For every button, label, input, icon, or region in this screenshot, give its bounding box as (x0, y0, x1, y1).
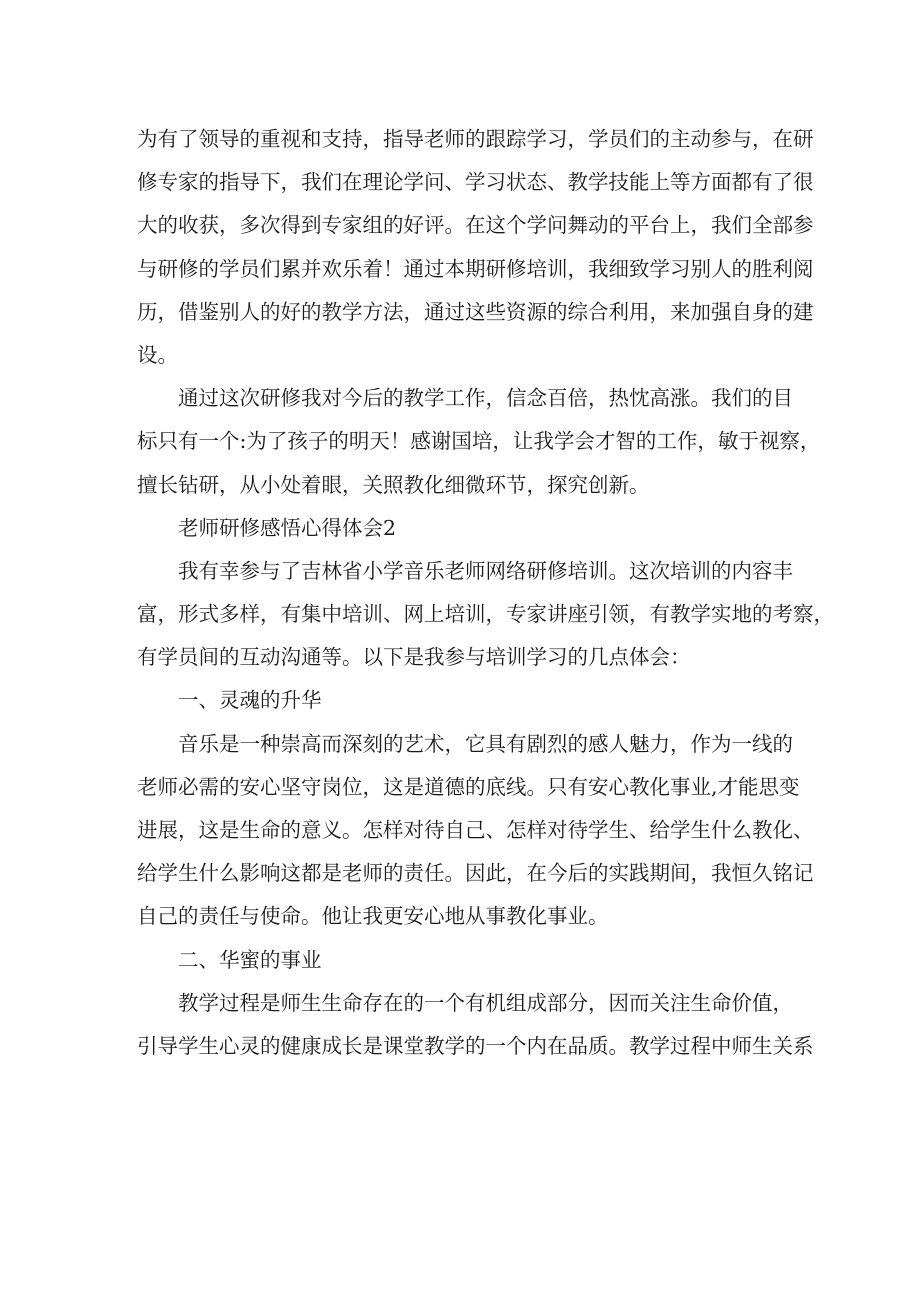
text-line: 擅长钻研，从小处着眼，关照教化细微环节，探究创新。 (137, 472, 650, 497)
text-line: 大的收获，多次得到专家组的好评。在这个学问舞动的平台上，我们全部参 (137, 213, 814, 238)
paragraph-start-line: 音乐是一种崇高而深刻的艺术，它具有剧烈的感人魅力，作为一线的 (178, 731, 793, 756)
text-line: 自己的责任与使命。他让我更安心地从事教化事业。 (137, 904, 609, 929)
paragraph-start-line: 通过这次研修我对今后的教学工作，信念百倍，热忱高涨。我们的目 (178, 386, 793, 411)
paragraph-start-line: 教学过程是师生生命存在的一个有机组成部分，因而关注生命价值， (178, 990, 793, 1015)
text-line: 历，借鉴别人的好的教学方法，通过这些资源的综合利用，来加强自身的建 (137, 299, 814, 324)
text-line: 给学生什么影响这都是老师的责任。因此，在今后的实践期间，我恒久铭记 (137, 861, 814, 886)
text-line: 修专家的指导下，我们在理论学问、学习状态、教学技能上等方面都有了很 (137, 170, 814, 195)
document-body (137, 118, 834, 1068)
text-line: 富，形式多样，有集中培训、网上培训，专家讲座引领，有教学实地的考察， (137, 602, 834, 627)
text-line: 引导学生心灵的健康成长是课堂教学的一个内在品质。教学过程中师生关系 (137, 1033, 814, 1058)
text-line: 有学员间的互动沟通等。以下是我参与培训学习的几点体会： (137, 645, 691, 670)
text-line: 为有了领导的重视和支持，指导老师的跟踪学习，学员们的主动参与，在研 (137, 127, 814, 151)
text-line: 设。 (137, 342, 178, 367)
text-line: 标只有一个:为了孩子的明天！感谢国培，让我学会才智的工作，敏于视察， (137, 429, 821, 454)
text-line: 与研修的学员们累并欢乐着！通过本期研修培训，我细致学习别人的胜利阅 (137, 256, 814, 281)
text-line: 老师必需的安心坚守岗位，这是道德的底线。只有安心教化事业,才能思变 (137, 774, 800, 799)
text-line: 进展，这是生命的意义。怎样对待自己、怎样对待学生、给学生什么教化、 (137, 818, 814, 842)
subsection-heading: 一、灵魂的升华 (178, 688, 322, 713)
subsection-heading: 二、华蜜的事业 (178, 947, 322, 972)
section-title: 老师研修感悟心得体会2 (178, 515, 397, 540)
paragraph-start-line: 我有幸参与了吉林省小学音乐老师网络研修培训。这次培训的内容丰 (178, 558, 793, 583)
